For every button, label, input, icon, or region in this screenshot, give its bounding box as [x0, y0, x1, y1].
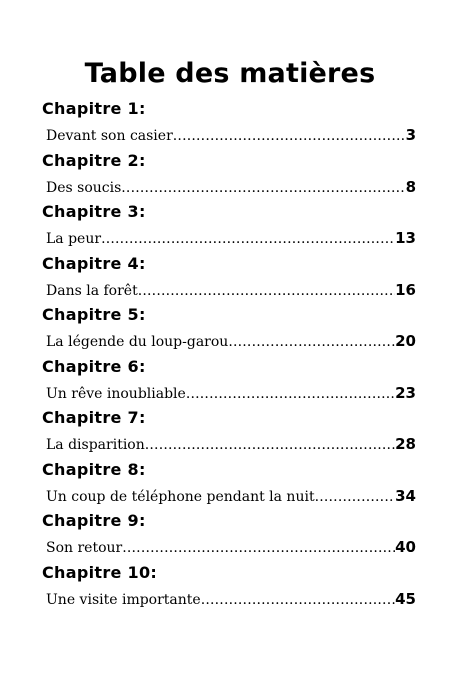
dot-leader — [138, 282, 395, 300]
toc-chapter-8 — [42, 460, 422, 512]
dot-leader — [315, 488, 396, 506]
dot-leader — [122, 539, 395, 557]
chapter-title: La disparition — [46, 437, 145, 453]
dot-leader — [145, 436, 395, 454]
dot-leader — [121, 179, 405, 197]
toc-chapter-1 — [42, 99, 422, 151]
toc-entry — [46, 332, 416, 351]
page-number: 16 — [395, 280, 416, 299]
dot-leader — [101, 230, 395, 248]
toc-chapter-4 — [42, 254, 422, 306]
chapter-title: Un coup de téléphone pendant la nuit — [46, 488, 315, 505]
chapter-title: Une visite importante — [46, 591, 201, 608]
toc-chapter-9 — [42, 511, 422, 563]
chapter-label: Chapitre 7: — [42, 408, 146, 427]
toc-entry — [46, 384, 416, 403]
chapter-label: Chapitre 4: — [42, 253, 146, 273]
dot-leader — [173, 127, 406, 145]
chapter-label: Chapitre 8: — [42, 459, 146, 479]
page-number: 28 — [395, 435, 416, 453]
chapter-title: Son retour — [46, 540, 123, 556]
toc-entry — [46, 229, 416, 248]
toc-entry — [46, 281, 416, 300]
chapter-label: Chapitre 9: — [42, 511, 146, 530]
page-number: 45 — [395, 589, 416, 608]
toc-entry — [46, 178, 416, 197]
chapter-label: Chapitre 10: — [42, 562, 158, 582]
page-number: 3 — [405, 126, 416, 144]
dot-leader — [186, 385, 395, 403]
page-number: 34 — [395, 486, 416, 505]
toc-chapter-5 — [42, 305, 422, 357]
page-number: 8 — [405, 177, 416, 196]
toc-chapter-3 — [42, 202, 422, 254]
page-number: 13 — [395, 229, 416, 247]
chapter-label: Chapitre 5: — [42, 305, 146, 324]
chapter-label: Chapitre 1: — [42, 99, 146, 118]
toc-entry — [46, 126, 416, 145]
toc-chapter-2 — [42, 151, 422, 203]
page-number: 23 — [395, 383, 416, 402]
chapter-label: Chapitre 6: — [42, 356, 146, 376]
toc-chapter-7 — [42, 408, 422, 460]
chapter-title: La peur — [46, 231, 102, 247]
dot-leader — [228, 333, 395, 351]
chapter-title: Des soucis — [46, 179, 122, 196]
toc-entry — [46, 590, 416, 609]
chapter-title: Devant son casier — [46, 128, 173, 144]
toc-chapter-6 — [42, 357, 422, 409]
dot-leader — [201, 591, 395, 609]
toc-entry — [46, 487, 416, 506]
toc-entry — [46, 435, 416, 454]
page-title: Table des matières — [84, 58, 376, 89]
chapter-title: Un rêve inoubliable — [46, 385, 186, 402]
toc-list — [42, 99, 422, 614]
toc-entry — [46, 538, 416, 557]
chapter-title: Dans la forêt — [46, 282, 138, 299]
chapter-label: Chapitre 2: — [42, 150, 146, 170]
toc-chapter-10 — [42, 563, 422, 615]
page-number: 20 — [395, 332, 416, 350]
chapter-title: La légende du loup-garou — [46, 334, 229, 350]
chapter-label: Chapitre 3: — [42, 202, 146, 221]
page-number: 40 — [395, 538, 416, 556]
